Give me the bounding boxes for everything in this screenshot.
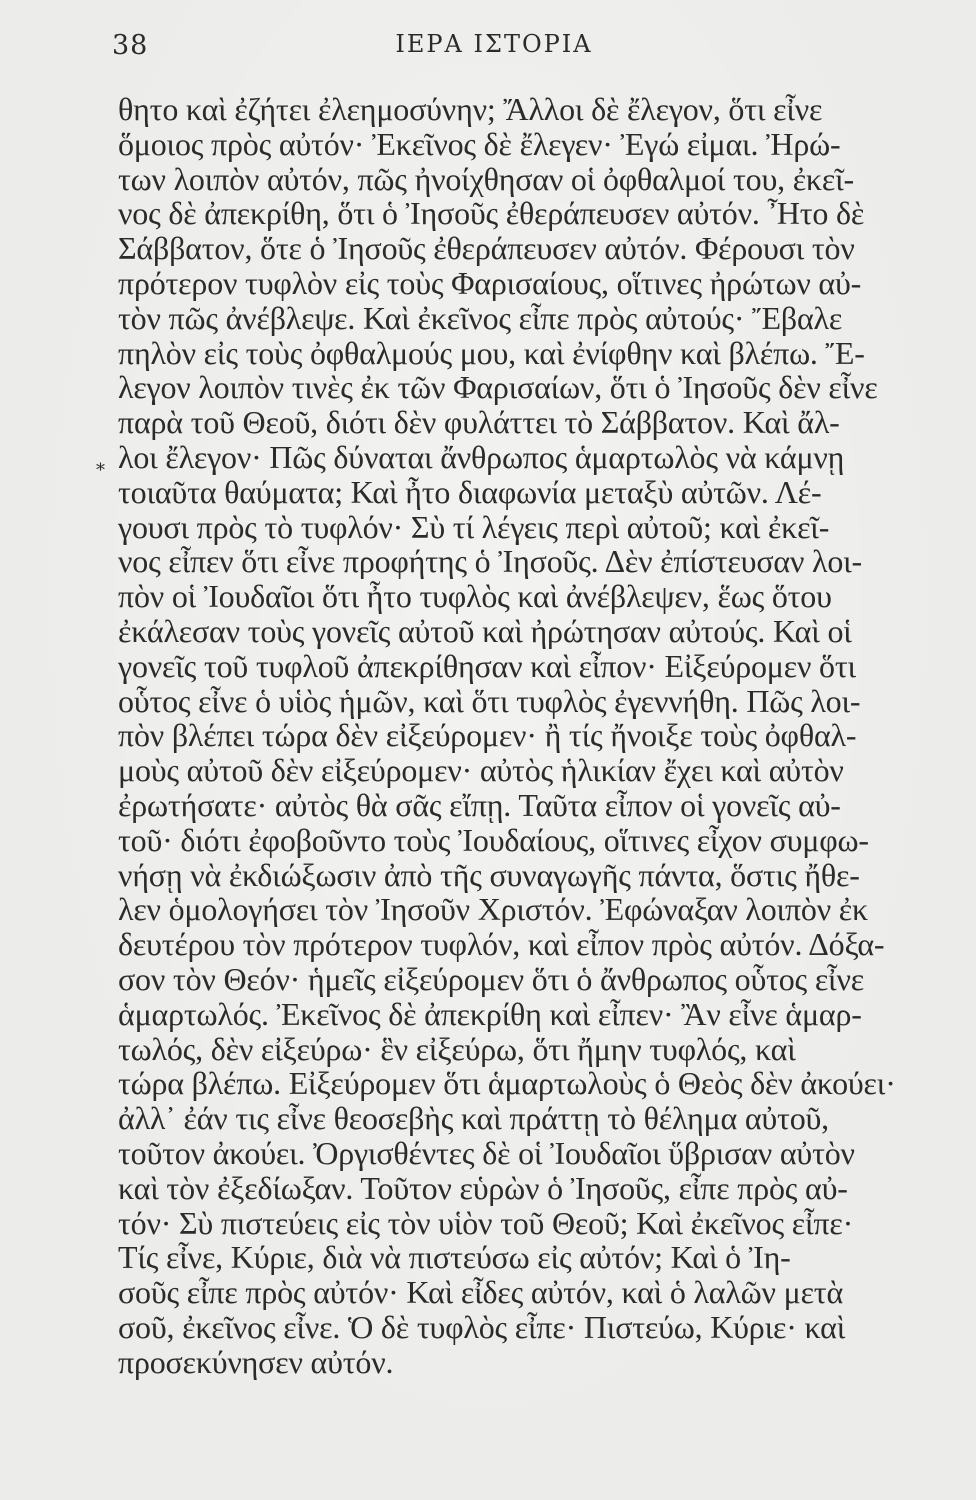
text-line: πηλὸν εἰς τοὺς ὀφθαλμούς μου, καὶ ἐνίφθην καὶ βλέπω. Ἔ-: [118, 334, 865, 371]
text-line: των λοιπὸν αὐτόν, πῶς ἠνοίχθησαν οἱ ὀφθαλμοί του, ἐκεῖ-: [118, 160, 854, 197]
running-head: ΙΕΡΑ ΙΣΤΟΡΙΑ: [395, 30, 593, 58]
text-line: δευτέρου τὸν πρότερον τυφλόν, καὶ εἶπον πρὸς αὐτόν. Δόξα-: [118, 926, 885, 963]
margin-asterisk: *: [96, 460, 105, 481]
text-line: θητο καὶ ἐζήτει ἐλεημοσύνην; Ἄλλοι δὲ ἔλεγον, ὅτι εἶνε: [118, 91, 823, 127]
text-line: τόν· Σὺ πιστεύεις εἰς τὸν υἱὸν τοῦ Θεοῦ; Καὶ ἐκεῖνος εἶπε·: [118, 1204, 854, 1241]
text-line: τοῦ· διότι ἐφοβοῦντο τοὺς Ἰουδαίους, οἵτινες εἶχον συμφω-: [118, 821, 869, 858]
text-line: ἁμαρτωλός. Ἐκεῖνος δὲ ἀπεκρίθη καὶ εἶπεν· Ἂν εἶνε ἁμαρ-: [118, 995, 862, 1032]
text-line: σοῦ, ἐκεῖνος εἶνε. Ὁ δὲ τυφλὸς εἶπε· Πιστεύω, Κύριε· καὶ: [118, 1308, 846, 1345]
text-line: σον τὸν Θεόν· ἡμεῖς εἰξεύρομεν ὅτι ὁ ἄνθρωπος οὗτος εἶνε: [118, 960, 864, 997]
text-line: πὸν βλέπει τώρα δὲν εἰξεύρομεν· ἢ τίς ἤνοιξε τοὺς ὀφθαλ-: [118, 717, 857, 754]
text-line: λεγον λοιπὸν τινὲς ἐκ τῶν Φαρισαίων, ὅτι ὁ Ἰησοῦς δὲν εἶνε: [118, 369, 878, 406]
text-line: λοι ἔλεγον· Πῶς δύναται ἄνθρωπος ἁμαρτωλὸς νὰ κάμνῃ: [118, 438, 845, 475]
text-line: τωλός, δὲν εἰξεύρω· ἓν εἰξεύρω, ὅτι ἤμην τυφλός, καὶ: [118, 1030, 796, 1067]
text-line: Σάββατον, ὅτε ὁ Ἰησοῦς ἐθεράπευσεν αὐτόν. Φέρουσι τὸν: [118, 230, 855, 267]
text-line: γονεῖς τοῦ τυφλοῦ ἀπεκρίθησαν καὶ εἶπον· Εἰξεύρομεν ὅτι: [118, 647, 856, 684]
text-line: οὗτος εἶνε ὁ υἱὸς ἡμῶν, καὶ ὅτι τυφλὸς ἐγεννήθη. Πῶς λοι-: [118, 682, 861, 719]
text-line: ἐρωτήσατε· αὐτὸς θὰ σᾶς εἴπῃ. Ταῦτα εἶπον οἱ γονεῖς αὐ-: [118, 786, 841, 823]
text-line: ἀλλ᾽ ἐάν τις εἶνε θεοσεβὴς καὶ πράττῃ τὸ θέλημα αὐτοῦ,: [118, 1100, 829, 1137]
text-line: παρὰ τοῦ Θεοῦ, διότι δὲν φυλάττει τὸ Σάββατον. Καὶ ἄλ-: [118, 404, 840, 441]
page-number: 38: [112, 30, 149, 61]
text-line: σοῦς εἶπε πρὸς αὐτόν· Καὶ εἶδες αὐτόν, καὶ ὁ λαλῶν μετὰ: [118, 1274, 844, 1311]
text-line: λεν ὁμολογήσει τὸν Ἰησοῦν Χριστόν. Ἐφώναξαν λοιπὸν ἐκ: [118, 891, 868, 928]
text-line: μοὺς αὐτοῦ δὲν εἰξεύρομεν· αὐτὸς ἡλικίαν ἔχει καὶ αὐτὸν: [118, 752, 844, 789]
text-line: καὶ τὸν ἐξεδίωξαν. Τοῦτον εὑρὼν ὁ Ἰησοῦς, εἶπε πρὸς αὐ-: [118, 1169, 848, 1206]
text-line: τοῦτον ἀκούει. Ὀργισθέντες δὲ οἱ Ἰουδαῖοι ὕβρισαν αὐτὸν: [118, 1134, 855, 1171]
text-line: πὸν οἱ Ἰουδαῖοι ὅτι ἦτο τυφλὸς καὶ ἀνέβλεψεν, ἕως ὅτου: [118, 578, 832, 615]
text-line: τώρα βλέπω. Εἰξεύρομεν ὅτι ἁμαρτωλοὺς ὁ Θεὸς δὲν ἀκούει·: [118, 1065, 896, 1102]
page-header: [112, 30, 876, 70]
text-line: ἐκάλεσαν τοὺς γονεῖς αὐτοῦ καὶ ἠρώτησαν αὐτούς. Καὶ οἱ: [118, 612, 852, 649]
text-line: Τίς εἶνε, Κύριε, διὰ νὰ πιστεύσω εἰς αὐτόν; Καὶ ὁ Ἰη-: [118, 1239, 791, 1276]
text-line: τοιαῦτα θαύματα; Καὶ ἦτο διαφωνία μεταξὺ αὐτῶν. Λέ-: [118, 473, 822, 510]
body-text: [118, 92, 908, 1379]
text-line: γουσι πρὸς τὸ τυφλόν· Σὺ τί λέγεις περὶ αὐτοῦ; καὶ ἐκεῖ-: [118, 508, 830, 545]
text-line: νος δὲ ἀπεκρίθη, ὅτι ὁ Ἰησοῦς ἐθεράπευσεν αὐτόν. Ἦτο δὲ: [118, 195, 865, 232]
text-line: πρότερον τυφλὸν εἰς τοὺς Φαρισαίους, οἵτινες ἠρώτων αὐ-: [118, 264, 862, 301]
text-line: νήσῃ νὰ ἐκδιώξωσιν ἀπὸ τῆς συναγωγῆς πάντα, ὅστις ἤθε-: [118, 856, 860, 893]
text-line: προσεκύνησεν αὐτόν.: [118, 1343, 394, 1380]
text-line: ὅμοιος πρὸς αὐτόν· Ἐκεῖνος δὲ ἔλεγεν· Ἐγώ εἰμαι. Ἠρώ-: [118, 125, 841, 162]
text-line: νος εἶπεν ὅτι εἶνε προφήτης ὁ Ἰησοῦς. Δὲν ἐπίστευσαν λοι-: [118, 543, 862, 580]
text-line: τὸν πῶς ἀνέβλεψε. Καὶ ἐκεῖνος εἶπε πρὸς αὐτούς· Ἔβαλε: [118, 299, 843, 336]
